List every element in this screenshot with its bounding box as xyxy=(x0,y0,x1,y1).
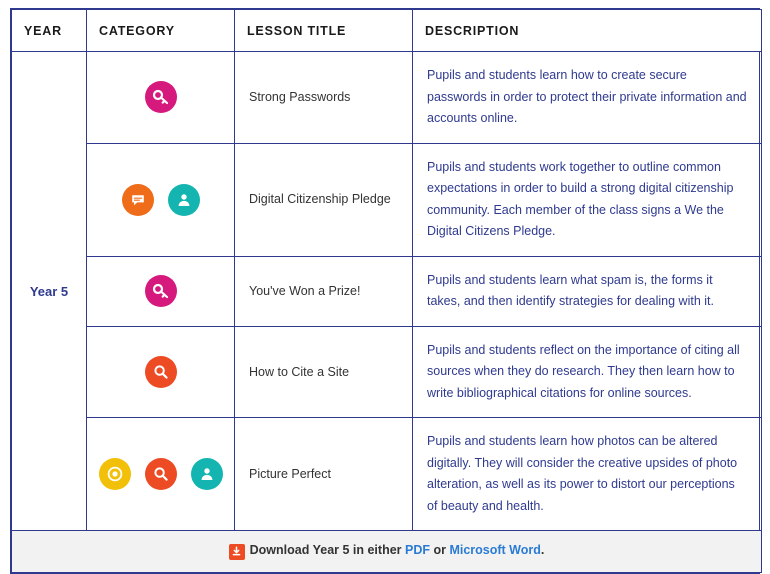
table-row xyxy=(12,256,762,326)
category-cell xyxy=(87,52,235,144)
key-icon xyxy=(145,275,177,307)
table-row xyxy=(12,418,762,531)
category-icon-row xyxy=(93,275,228,307)
download-footer xyxy=(12,531,762,573)
table-footer xyxy=(12,531,762,573)
people-icon xyxy=(168,184,200,216)
lesson-title-cell: Picture Perfect xyxy=(235,418,413,531)
category-icon-row xyxy=(93,184,228,216)
category-cell xyxy=(87,256,235,326)
column-header-category: CATEGORY xyxy=(87,10,235,52)
category-cell xyxy=(87,418,235,531)
description-cell: Pupils and students work together to outline common expectations in order to build a strong digital citizenship community. Each member of the class signs a We the Digital Citizens Pledge. xyxy=(413,143,762,256)
lesson-title-cell: You've Won a Prize! xyxy=(235,256,413,326)
key-icon xyxy=(145,81,177,113)
category-icon-row xyxy=(93,458,228,490)
table-body xyxy=(12,52,762,531)
category-cell xyxy=(87,143,235,256)
table-row xyxy=(12,143,762,256)
column-header-year: YEAR xyxy=(12,10,87,52)
curriculum-table-container xyxy=(10,8,760,574)
column-header-lesson-title: LESSON TITLE xyxy=(235,10,413,52)
search-icon xyxy=(145,458,177,490)
curriculum-table xyxy=(11,9,762,573)
download-icon xyxy=(229,544,245,560)
column-header-description: DESCRIPTION xyxy=(413,10,762,52)
target-icon xyxy=(99,458,131,490)
description-cell: Pupils and students reflect on the importance of citing all sources when they do research. They then learn how to write bibliographical citations for online sources. xyxy=(413,326,762,418)
category-cell xyxy=(87,326,235,418)
table-row xyxy=(12,52,762,144)
search-icon xyxy=(145,356,177,388)
footer-row xyxy=(12,531,762,573)
table-header xyxy=(12,10,762,52)
people-icon xyxy=(191,458,223,490)
pdf-link[interactable]: PDF xyxy=(405,543,430,557)
description-cell: Pupils and students learn how to create secure passwords in order to protect their private information and accounts online. xyxy=(413,52,762,144)
category-icon-row xyxy=(93,356,228,388)
download-text-before: Download Year 5 in either xyxy=(249,543,405,557)
year-cell: Year 5 xyxy=(12,52,87,531)
microsoft-word-link[interactable]: Microsoft Word xyxy=(449,543,541,557)
lesson-title-cell: How to Cite a Site xyxy=(235,326,413,418)
lesson-title-cell: Digital Citizenship Pledge xyxy=(235,143,413,256)
lesson-title-cell: Strong Passwords xyxy=(235,52,413,144)
description-cell: Pupils and students learn what spam is, the forms it takes, and then identify strategies for dealing with it. xyxy=(413,256,762,326)
download-text-between: or xyxy=(430,543,450,557)
chat-bubble-icon xyxy=(122,184,154,216)
table-header-row xyxy=(12,10,762,52)
category-icon-row xyxy=(93,81,228,113)
description-cell: Pupils and students learn how photos can be altered digitally. They will consider the creative upsides of photo alteration, as well as its power to distort our perceptions of beauty and health. xyxy=(413,418,762,531)
download-text-after: . xyxy=(540,543,545,557)
table-row xyxy=(12,326,762,418)
